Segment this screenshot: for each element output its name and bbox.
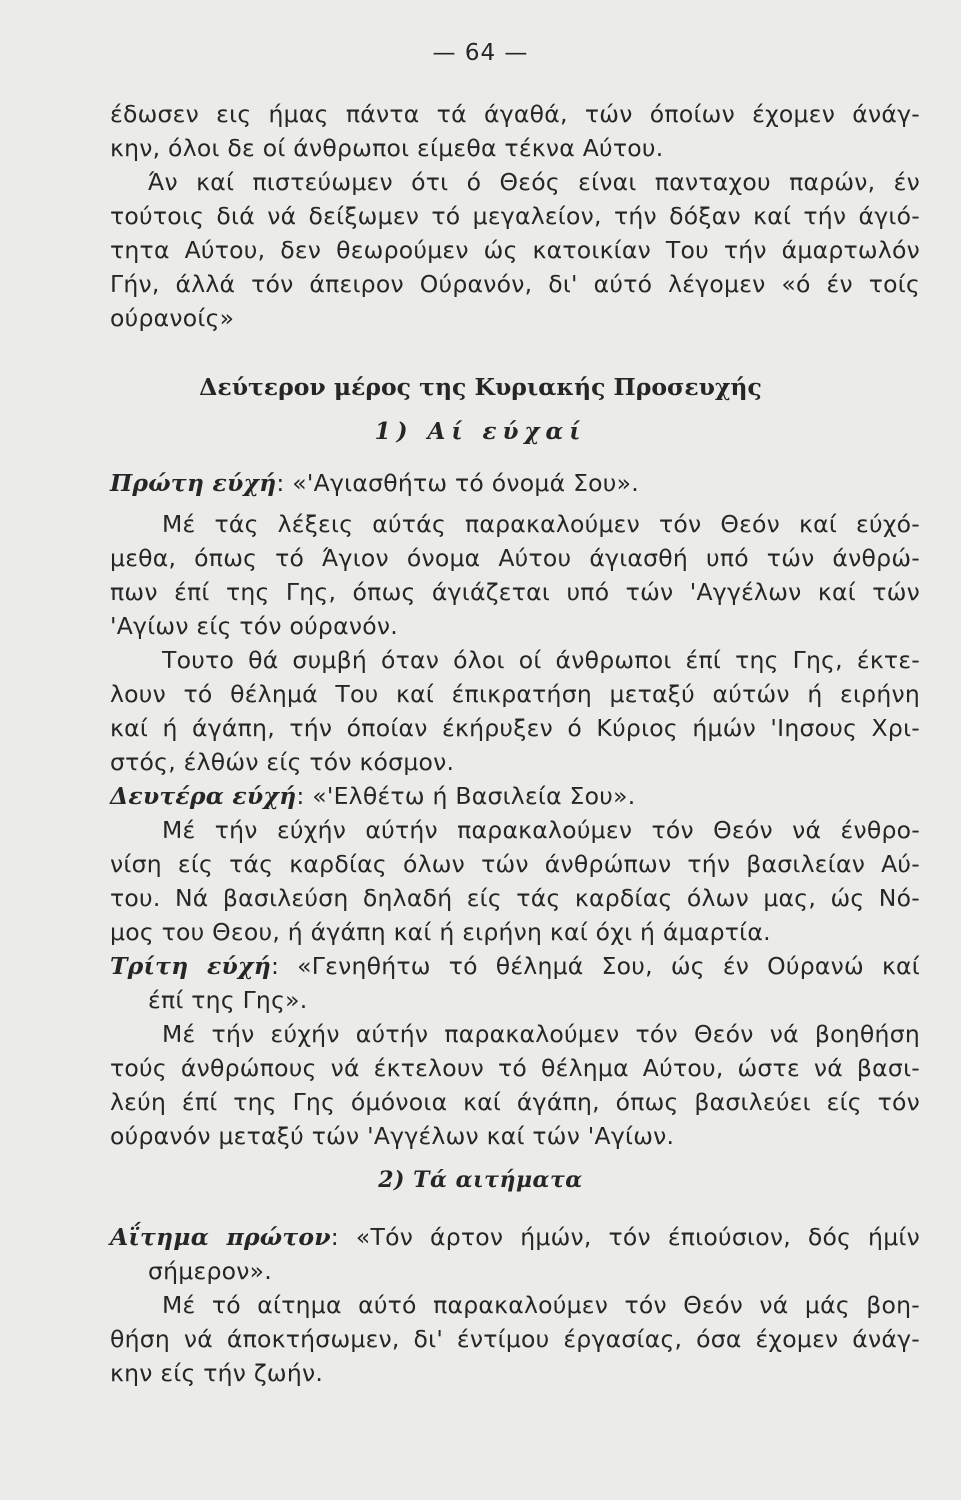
third-prayer-line-5: λεύη έπί της Γης όμόνοια καί άγάπη, όπως βασιλεύει είς τόν xyxy=(110,1088,920,1116)
third-prayer-label: Τρίτη εύχή xyxy=(110,952,271,980)
section-title: Δεύτερον μέρος της Κυριακής Προσευχής xyxy=(199,373,762,401)
second-prayer-label: Δευτέρα εύχή xyxy=(110,782,297,810)
intro-line-3: Άν καί πιστεύωμεν ότι ό Θεός είναι πανταχου παρών, έν xyxy=(148,168,920,196)
third-prayer-heading xyxy=(110,949,920,983)
first-request-label: Αΐτημα πρώτον xyxy=(110,1223,331,1251)
first-request-heading xyxy=(110,1220,920,1254)
intro-line-4: τούτοις διά νά δείξωμεν τό μεγαλείον, τήν δόξαν καί τήν άγιό- xyxy=(110,202,920,230)
first-prayer-label: Πρώτη εύχή xyxy=(110,469,277,497)
third-prayer-line-6: ούρανόν μεταξύ τών 'Αγγέλων καί τών 'Αγίων. xyxy=(110,1122,675,1150)
first-prayer-line-5: Τουτο θά συμβή όταν όλοι οί άνθρωποι έπί της Γης, έκτε- xyxy=(162,646,920,674)
third-prayer-line-4: τούς άνθρώπους νά έκτελουν τό θέλημα Αύτου, ώστε νά βασι- xyxy=(110,1054,920,1082)
page-number: — 64 — xyxy=(432,40,529,66)
first-request-line-5: κην είς τήν ζωήν. xyxy=(110,1359,324,1387)
first-request-line-4: θήση νά άποκτήσωμεν, δι' έντίμου έργασίας, όσα έχομεν άνάγ- xyxy=(110,1325,920,1353)
intro-line-2: κην, όλοι δε οί άνθρωποι είμεθα τέκνα Αύτου. xyxy=(110,134,664,162)
first-prayer-line-3: πων έπί της Γης, όπως άγιάζεται υπό τών 'Αγγέλων καί τών xyxy=(110,578,920,606)
intro-line-1: έδωσεν εις ήμας πάντα τά άγαθά, τών όποίων έχομεν άνάγ- xyxy=(110,100,920,128)
first-request-line-2: σήμερον». xyxy=(148,1257,272,1285)
first-prayer-line-6: λουν τό θέλημά Του καί έπικρατήση μεταξύ αύτών ή ειρήνη xyxy=(110,680,920,708)
second-prayer-text: : «'Ελθέτω ή Βασιλεία Σου». xyxy=(296,782,636,810)
second-prayer-line-1: Μέ τήν εύχήν αύτήν παρακαλούμεν τόν Θεόν νά ένθρο- xyxy=(162,816,920,844)
second-prayer-line-3: του. Νά βασιλεύση δηλαδή είς τάς καρδίας όλων μας, ώς Νό- xyxy=(110,884,920,912)
subsection-title-requests: 2) Τά αιτήματα xyxy=(378,1167,583,1193)
first-request-line-3: Μέ τό αίτημα αύτό παρακαλούμεν τόν Θεόν νά μάς βοη- xyxy=(162,1291,920,1319)
first-prayer-line-4: 'Αγίων είς τόν ούρανόν. xyxy=(110,612,398,640)
third-prayer-line-3: Μέ τήν εύχήν αύτήν παρακαλούμεν τόν Θεόν νά βοηθήση xyxy=(162,1020,920,1048)
first-prayer-text: : «'Αγιασθήτω τό όνομά Σου». xyxy=(276,469,639,497)
first-prayer-line-1: Μέ τάς λέξεις αύτάς παρακαλούμεν τόν Θεόν καί εύχό- xyxy=(162,510,920,538)
second-prayer-line-2: νίση είς τάς καρδίας όλων τών άνθρώπων τήν βασιλείαν Αύ- xyxy=(110,850,920,878)
first-request-text: : «Τόν άρτον ήμών, τόν έπιούσιον, δός ήμίν xyxy=(330,1223,920,1251)
first-prayer-heading xyxy=(110,466,920,500)
first-prayer-line-2: μεθα, όπως τό Άγιον όνομα Αύτου άγιασθή υπό τών άνθρώ- xyxy=(110,544,920,572)
subsection-title-prayers: 1) Αί εύχαί xyxy=(374,418,587,445)
third-prayer-text: : «Γενηθήτω τό θέλημά Σου, ώς έν Ούρανώ καί xyxy=(270,952,920,980)
third-prayer-line-2: έπί της Γης». xyxy=(148,986,308,1014)
second-prayer-heading xyxy=(110,779,920,813)
intro-line-5: τητα Αύτου, δεν θεωρούμεν ώς κατοικίαν Του τήν άμαρτωλόν xyxy=(110,236,920,264)
intro-line-7: ούρανοίς» xyxy=(110,304,235,332)
intro-line-6: Γήν, άλλά τόν άπειρον Ούρανόν, δι' αύτό λέγομεν «ό έν τοίς xyxy=(110,270,920,298)
first-prayer-line-7: καί ή άγάπη, τήν όποίαν έκήρυξεν ό Κύριος ήμών 'Ιησους Χρι- xyxy=(110,714,920,742)
second-prayer-line-4: μος του Θεου, ή άγάπη καί ή ειρήνη καί όχι ή άμαρτία. xyxy=(110,918,771,946)
first-prayer-line-8: στός, έλθών είς τόν κόσμον. xyxy=(110,748,455,776)
